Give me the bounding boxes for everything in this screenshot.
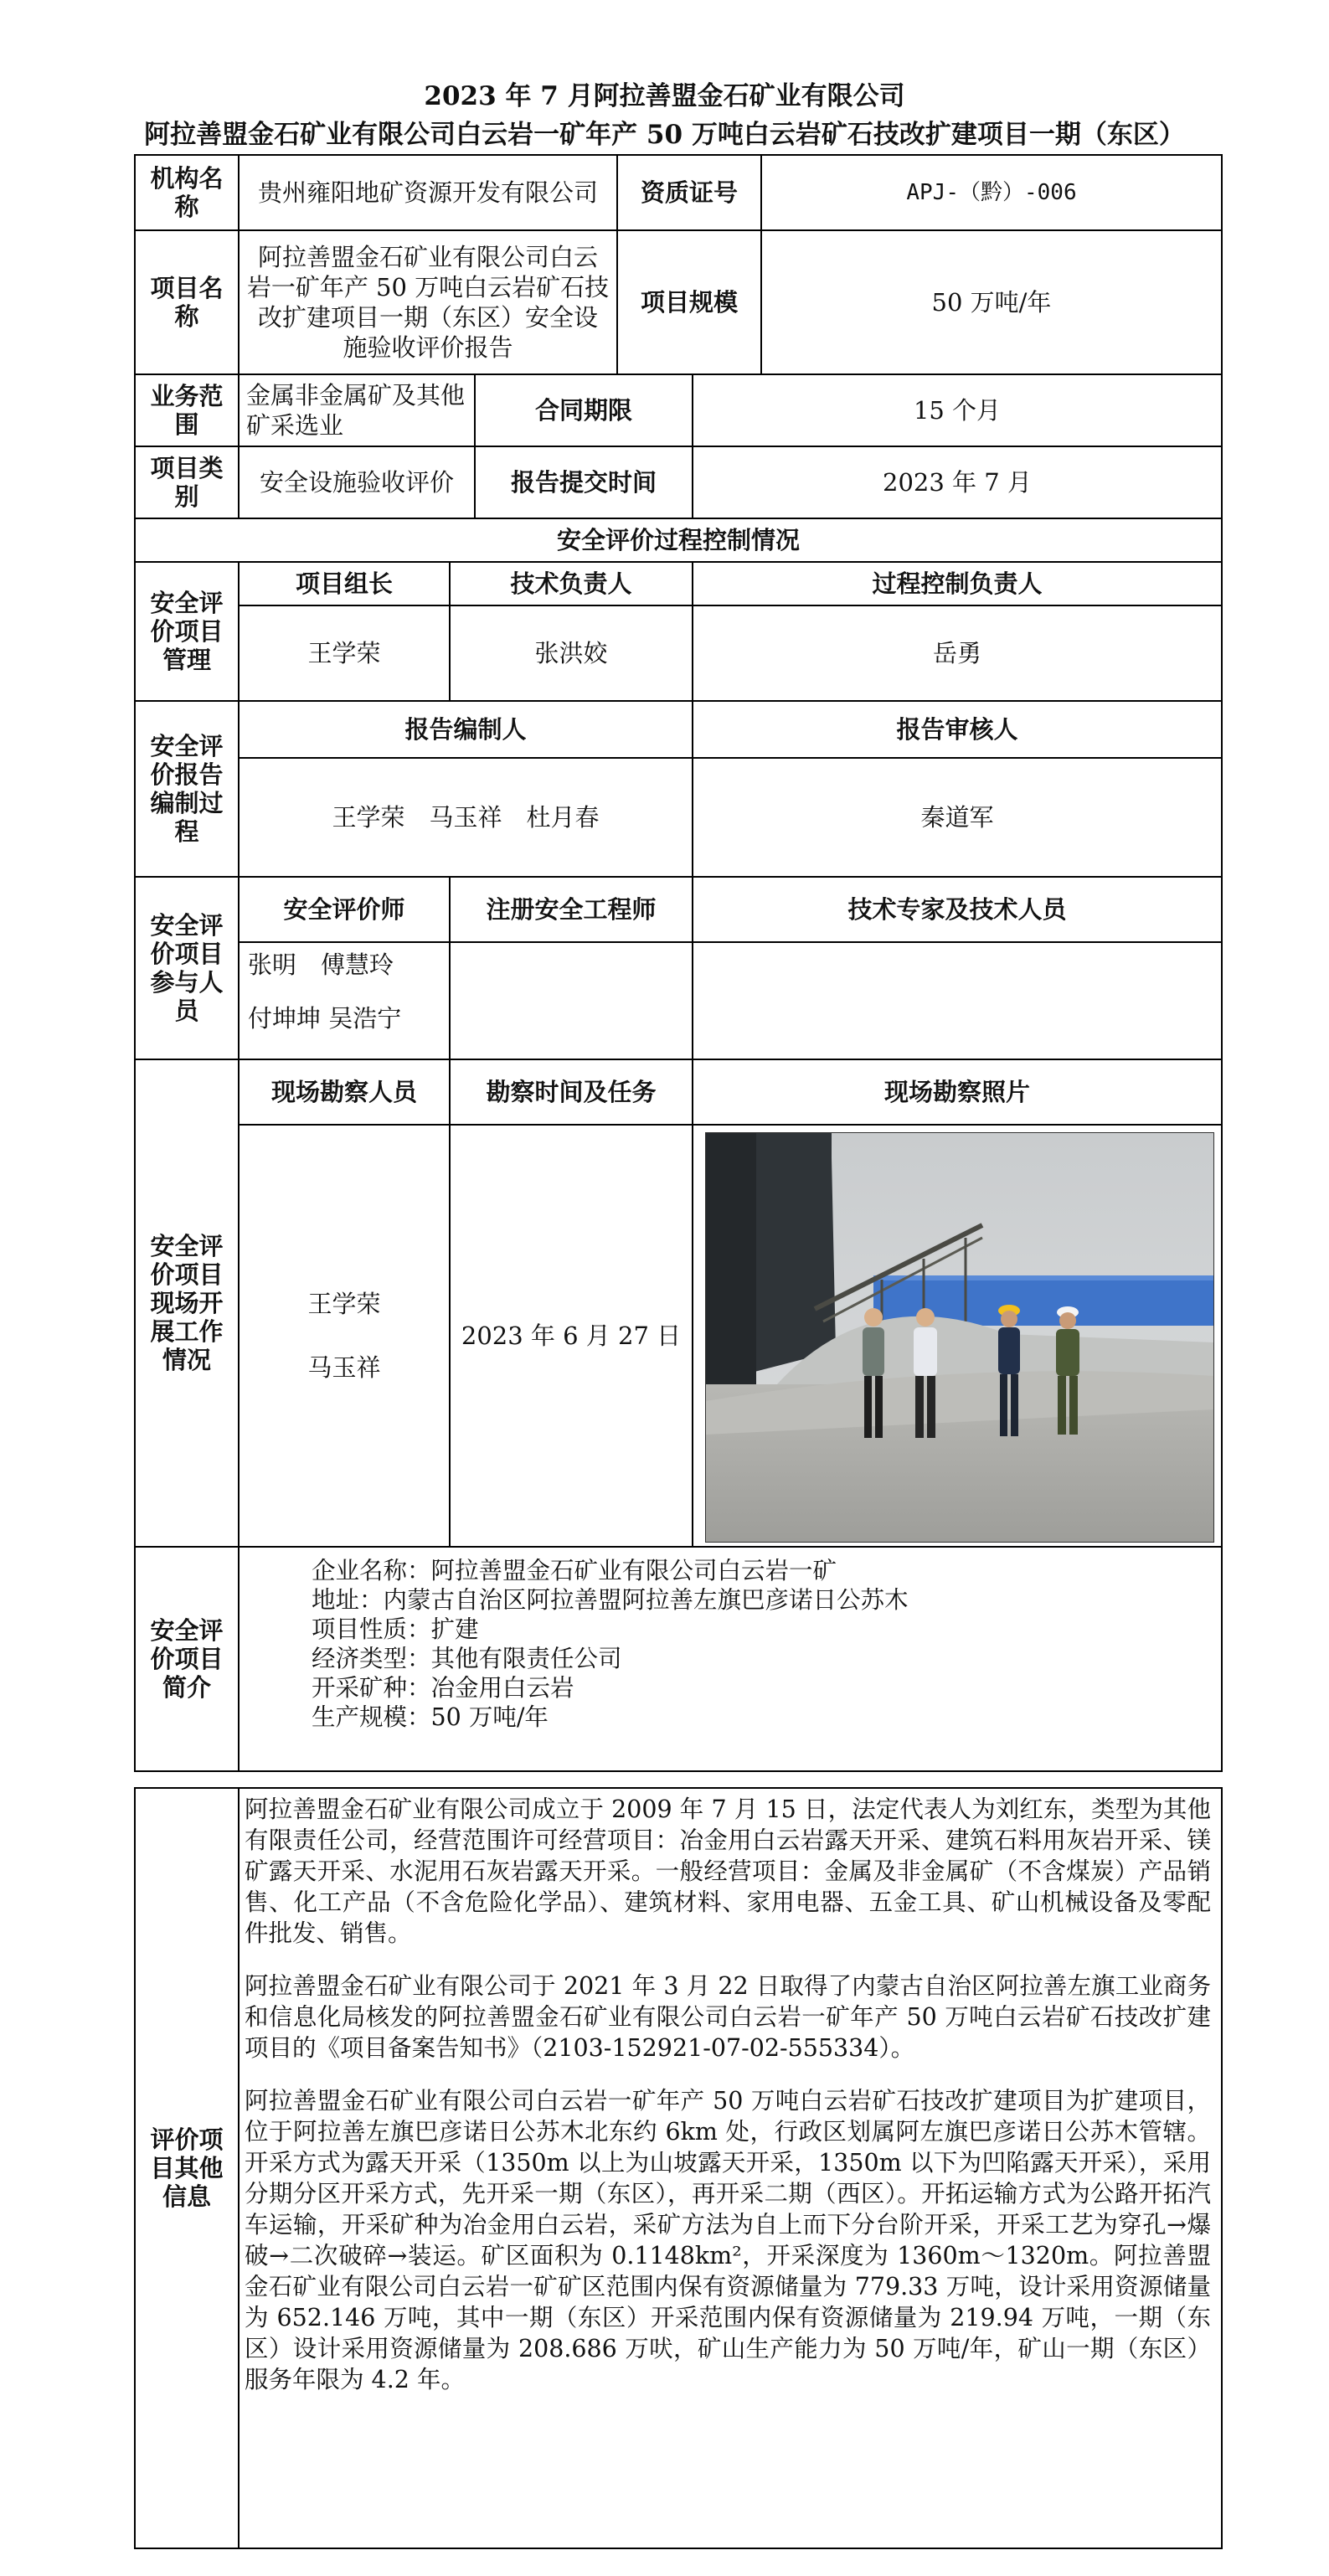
qual-label: 资质证号 — [616, 154, 762, 231]
intro-item: 开采矿种：冶金用白云岩 — [312, 1674, 574, 1702]
engineer-value — [449, 941, 693, 1060]
submit-value: 2023 年 7 月 — [692, 446, 1223, 519]
site-photo-head: 现场勘察照片 — [692, 1059, 1223, 1126]
document-subtitle: 阿拉善盟金石矿业有限公司白云岩一矿年产 50 万吨白云岩矿石技改扩建项目一期（东区） — [144, 120, 1185, 150]
org-value: 贵州雍阳地矿资源开发有限公司 — [238, 154, 618, 231]
org-label: 机构名称 — [134, 154, 240, 231]
members-label: 安全评价项目参与人员 — [134, 876, 240, 1060]
scale-label: 项目规模 — [616, 229, 762, 375]
type-label: 项目类别 — [134, 446, 240, 519]
intro-item: 经济类型：其他有限责任公司 — [312, 1645, 622, 1672]
period-value: 15 个月 — [692, 374, 1223, 447]
intro-list — [312, 1556, 909, 1732]
intro-item: 地址：内蒙古自治区阿拉善盟阿拉善左旗巴彦诺日公苏木 — [312, 1586, 909, 1614]
mgmt-label: 安全评价项目管理 — [134, 561, 240, 702]
other-paragraph-1: 阿拉善盟金石矿业有限公司成立于 2009 年 7 月 15 日，法定代表人为刘红东，类型为其他有限责任公司，经营范围许可经营项目：冶金用白云岩露天开采、建筑石料用灰岩开采、镁矿露天开采、水泥用石灰岩露天开采。一般经营项目：金属及非金属矿（不含煤炭）产品销售、化工产品（不含危险化学品）、建筑材料、家用电器、五金工具、矿山机械设备及零配件批发、销售。 — [245, 1795, 1211, 1947]
scope-value: 金属非金属矿及其他矿采选业 — [238, 374, 476, 447]
evaluators-line1: 张明 傅慧玲 — [248, 951, 394, 979]
leader-head: 项目组长 — [238, 561, 451, 606]
other-paragraph-3: 阿拉善盟金石矿业有限公司白云岩一矿年产 50 万吨白云岩矿石技改扩建项目为扩建项目，位于阿拉善左旗巴彦诺日公苏木北东约 6km 处，行政区划属阿左旗巴彦诺日公苏木管辖。开采方式为露天开采（1350m 以上为山坡露天开采，1350m 以下为凹陷露天开采），采用分期分区开采方式，先开采一期（东区），再开采二期（西区）。开拓运输方式为公路开拓汽车运输，开采矿种为冶金用白云岩，采矿方法为自上而下分台阶开采，开采工艺为穿孔→爆破→二次破碎→装运。矿区面积为 0.1148km²，开采深度为 1360m～1320m。阿拉善盟金石矿业有限公司白云岩一矿矿区范围内保有资源储量为 779.33 万吨，设计采用资源储量为 652.146 万吨，其中一期（东区）开采范围内保有资源储量为 219.94 万吨，一期（东区）设计采用资源储量为 208.686 万吠，矿山生产能力为 50 万吨/年，矿山一期（东区）服务年限为 4.2 年。 — [245, 2087, 1211, 2393]
tech-head: 技术负责人 — [449, 561, 693, 606]
site-staff-1: 王学荣 — [307, 1290, 381, 1318]
site-survey-photo — [705, 1132, 1214, 1543]
other-label: 评价项目其他信息 — [134, 1787, 240, 2549]
project-label: 项目名称 — [134, 229, 240, 375]
reviewer-head: 报告审核人 — [692, 700, 1223, 759]
compile-label: 安全评价报告编制过程 — [134, 700, 240, 878]
site-time-value: 2023 年 6 月 27 日 — [449, 1124, 693, 1548]
site-time-head: 勘察时间及任务 — [449, 1059, 693, 1126]
intro-label: 安全评价项目简介 — [134, 1546, 240, 1772]
tech-value: 张洪姣 — [449, 605, 693, 702]
process-section-title: 安全评价过程控制情况 — [134, 518, 1223, 563]
engineer-head: 注册安全工程师 — [449, 876, 693, 943]
submit-label: 报告提交时间 — [474, 446, 693, 519]
leader-value: 王学荣 — [238, 605, 451, 702]
evaluators-line2: 付坤坤 吴浩宁 — [248, 1004, 402, 1033]
other-paragraph-2: 阿拉善盟金石矿业有限公司于 2021 年 3 月 22 日取得了内蒙古自治区阿拉善左旗工业商务和信息化局核发的阿拉善盟金石矿业有限公司白云岩一矿年产 50 万吨白云岩矿石技改扩建项目的《项目备案告知书》（2103-152921-07-02-555334）。 — [245, 1972, 1211, 2062]
project-value: 阿拉善盟金石矿业有限公司白云岩一矿年产 50 万吨白云岩矿石技改扩建项目一期（东区）安全设施验收评价报告 — [238, 229, 618, 375]
reviewer-value: 秦道军 — [692, 757, 1223, 878]
qual-value: APJ-（黔）-006 — [760, 154, 1223, 231]
scope-label: 业务范围 — [134, 374, 240, 447]
evaluator-head: 安全评价师 — [238, 876, 451, 943]
evaluators-cell — [238, 941, 451, 1060]
site-staff-head: 现场勘察人员 — [238, 1059, 451, 1126]
intro-item: 项目性质：扩建 — [312, 1615, 479, 1643]
scale-value: 50 万吨/年 — [760, 229, 1223, 375]
site-label: 安全评价项目现场开展工作情况 — [134, 1059, 240, 1548]
expert-head: 技术专家及技术人员 — [692, 876, 1223, 943]
intro-item: 生产规模：50 万吨/年 — [312, 1703, 549, 1731]
compiler-head: 报告编制人 — [238, 700, 693, 759]
compilers-value: 王学荣 马玉祥 杜月春 — [238, 757, 693, 878]
control-value: 岳勇 — [692, 605, 1223, 702]
intro-item: 企业名称：阿拉善盟金石矿业有限公司白云岩一矿 — [312, 1557, 837, 1584]
other-info-text — [245, 1794, 1211, 2417]
control-head: 过程控制负责人 — [692, 561, 1223, 606]
period-label: 合同期限 — [474, 374, 693, 447]
type-value: 安全设施验收评价 — [238, 446, 476, 519]
expert-value — [692, 941, 1223, 1060]
document-title: 2023 年 7 月阿拉善盟金石矿业有限公司 — [424, 81, 905, 111]
site-staff-cell — [238, 1124, 451, 1548]
site-staff-2: 马玉祥 — [307, 1353, 381, 1382]
